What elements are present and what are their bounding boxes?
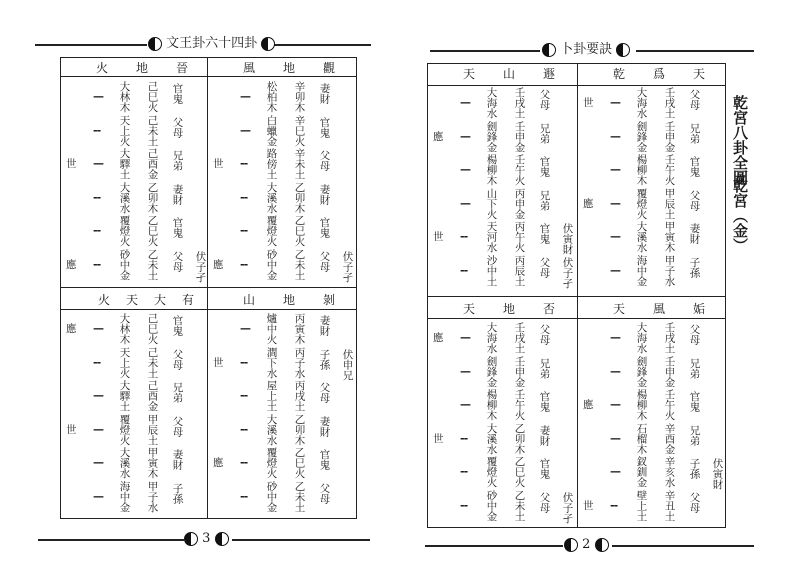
relation-label: 子孫 [318, 348, 331, 370]
yao-line: — [240, 123, 250, 137]
nayin-element: 大溪水 [485, 422, 498, 454]
yin-yang-icon [261, 37, 275, 51]
relation-label: 父母 [318, 482, 331, 504]
branch-element: 壬申金 [513, 120, 526, 152]
branch-element: 乙卯木 [146, 181, 159, 213]
nayin-element: 大海水 [635, 322, 648, 354]
nayin-element: 大林木 [118, 81, 131, 113]
branch-element: 乙未土 [146, 248, 159, 280]
left-header-underline-top [60, 76, 357, 77]
yao-line: — [93, 322, 103, 335]
relation-label: 父母 [171, 250, 184, 272]
relation-label: 妻財 [171, 449, 184, 470]
right-header-rule-left [430, 50, 540, 52]
branch-element: 乙巳火 [513, 456, 526, 488]
relation-label: 官鬼 [318, 217, 331, 238]
branch-element: 丙辰土 [513, 254, 526, 286]
nayin-element: 海中金 [118, 480, 131, 512]
yao-line: — [93, 489, 103, 503]
branch-element: 甲子水 [146, 480, 159, 512]
relation-label: 妻財 [318, 183, 331, 205]
nayin-element: 沙中土 [485, 254, 498, 286]
shi-ying-marker: 世 [433, 231, 444, 243]
yao-line: -- [460, 263, 468, 277]
yin-yang-icon [148, 37, 162, 51]
yao-line: -- [240, 489, 248, 503]
yao-line: -- [93, 355, 101, 369]
shi-ying-marker: 世 [213, 158, 224, 170]
branch-element: 壬午火 [663, 389, 676, 421]
yao-line: -- [460, 431, 468, 445]
shi-ying-marker: 應 [433, 332, 444, 344]
branch-element: 壬午火 [663, 154, 676, 186]
yao-line: — [610, 163, 620, 176]
left-table-vertical-divider [207, 57, 208, 519]
nayin-element: 澗下水 [265, 346, 278, 378]
yao-line: — [93, 157, 103, 170]
branch-element: 丙戌土 [293, 380, 306, 412]
hexagram-name-char: 山 [503, 67, 516, 81]
yao-line: -- [460, 465, 468, 478]
yao-line: -- [610, 498, 618, 512]
relation-label: 父母 [538, 89, 551, 110]
relation-label: 妻財 [318, 315, 331, 336]
yao-line: — [610, 129, 620, 143]
yao-line: — [240, 90, 250, 103]
left-page-footer [184, 531, 229, 547]
yao-line: — [610, 263, 620, 277]
branch-element: 辛丑土 [663, 489, 676, 521]
nayin-element: 松柏木 [265, 81, 278, 113]
relation-label: 父母 [318, 250, 331, 272]
nayin-element: 天上火 [118, 114, 131, 146]
relation-label: 兄弟 [688, 122, 701, 144]
nayin-element: 大溪水 [265, 181, 278, 213]
relation-label: 父母 [688, 89, 701, 110]
left-header-rule-right [266, 44, 371, 46]
branch-element: 己巳火 [146, 313, 159, 345]
side-title: 乾宮八卦全圖 [731, 95, 749, 185]
yao-line: -- [240, 257, 248, 271]
yao-line: — [93, 422, 103, 436]
shi-ying-marker: 世 [583, 499, 594, 512]
nayin-element: 屋上土 [265, 380, 278, 412]
right-table-middle-divider [427, 296, 726, 297]
right-header-underline-bottom [427, 318, 726, 319]
yin-yang-icon [184, 532, 198, 546]
left-header-rule-left [35, 44, 147, 46]
relation-label: 官鬼 [538, 458, 551, 479]
branch-element: 辛亥水 [663, 456, 676, 488]
yao-line: -- [240, 355, 248, 369]
left-hexagram-table [60, 57, 357, 519]
hexagram-name-char: 火 [96, 61, 109, 75]
yao-line: — [93, 90, 103, 103]
relation-label: 官鬼 [688, 391, 701, 412]
yao-line: -- [240, 190, 248, 204]
nayin-element: 劍鋒金 [635, 355, 648, 387]
relation-label: 兄弟 [688, 424, 701, 446]
page-number: 3 [202, 531, 211, 546]
relation-label: 兄弟 [171, 150, 184, 171]
hexagram-name-char: 晉 [176, 61, 189, 75]
yao-line: -- [460, 230, 468, 243]
yao-line: — [610, 96, 620, 109]
yin-yang-icon [542, 43, 556, 57]
hidden-note: 伏寅財 [711, 458, 724, 490]
relation-label: 妻財 [171, 183, 184, 205]
yao-line: -- [460, 498, 468, 512]
yao-line: — [610, 431, 620, 445]
branch-element: 甲子水 [663, 254, 676, 286]
nayin-element: 大溪水 [118, 447, 131, 479]
nayin-element: 大海水 [635, 87, 648, 119]
nayin-element: 砂中金 [265, 248, 278, 280]
nayin-element: 大林木 [118, 313, 131, 345]
nayin-element: 天河水 [485, 221, 498, 253]
page-number: 2 [582, 537, 591, 552]
branch-element: 辛未土 [293, 148, 306, 180]
hexagram-name-char: 地 [136, 61, 149, 75]
relation-label: 妻財 [538, 424, 551, 446]
branch-element: 乙未土 [513, 489, 526, 521]
branch-element: 乙未土 [293, 480, 306, 512]
relation-label: 官鬼 [171, 315, 184, 336]
branch-element: 甲辰土 [663, 187, 676, 219]
hidden-note: 伏子孑 [561, 256, 574, 288]
shi-ying-marker: 應 [213, 258, 224, 271]
shi-ying-marker: 世 [433, 432, 444, 445]
nayin-element: 大溪水 [265, 413, 278, 445]
nayin-element: 壁上土 [635, 489, 648, 521]
shi-ying-marker: 世 [213, 356, 224, 369]
nayin-element: 白蠟金 [265, 114, 278, 146]
hexagram-name-char: 否 [543, 302, 556, 316]
side-subtitle: 乾宮（金） [731, 178, 749, 253]
right-header-underline-top [427, 85, 726, 86]
relation-label: 官鬼 [318, 116, 331, 138]
branch-element: 辛巳火 [293, 114, 306, 146]
branch-element: 壬申金 [663, 355, 676, 387]
hexagram-name-char: 觀 [323, 61, 336, 75]
relation-label: 子孫 [688, 458, 701, 479]
yin-yang-icon [215, 532, 229, 546]
yao-line: -- [240, 389, 248, 402]
hidden-note: 伏子孑 [341, 250, 354, 282]
nayin-element: 劍鋒金 [485, 120, 498, 152]
shi-ying-marker: 應 [433, 130, 444, 143]
shi-ying-marker: 應 [213, 457, 224, 469]
shi-ying-marker: 應 [583, 197, 594, 210]
yao-line: -- [240, 456, 248, 469]
hidden-note: 伏子孑 [194, 250, 207, 282]
shi-ying-marker: 應 [583, 399, 594, 411]
relation-label: 子孫 [688, 256, 701, 278]
branch-element: 甲寅木 [663, 221, 676, 253]
yin-yang-icon [616, 43, 630, 57]
branch-element: 乙未土 [293, 248, 306, 280]
yao-line: -- [93, 190, 101, 204]
shi-ying-marker: 世 [66, 158, 77, 170]
relation-label: 兄弟 [538, 357, 551, 379]
yao-line: — [93, 389, 103, 402]
nayin-element: 楊柳木 [485, 389, 498, 421]
yao-line: — [460, 129, 470, 143]
relation-label: 兄弟 [688, 357, 701, 379]
hidden-note: 伏子孑 [561, 491, 574, 523]
relation-label: 官鬼 [318, 449, 331, 470]
branch-element: 丙子水 [293, 346, 306, 378]
branch-element: 壬申金 [513, 355, 526, 387]
left-page-title [148, 36, 275, 52]
hexagram-name-char: 地 [283, 293, 296, 307]
relation-label: 父母 [688, 491, 701, 513]
relation-label: 父母 [171, 116, 184, 138]
branch-element: 辛卯木 [293, 81, 306, 113]
right-header-rule-right [636, 50, 754, 52]
branch-element: 己未土 [146, 346, 159, 378]
yao-line: — [460, 331, 470, 344]
yin-yang-icon [595, 538, 609, 552]
hexagram-name-char: 地 [503, 302, 516, 316]
branch-element: 壬申金 [663, 120, 676, 152]
nayin-element: 覆燈火 [118, 413, 131, 445]
relation-label: 父母 [538, 256, 551, 278]
nayin-element: 路傍土 [265, 148, 278, 180]
branch-element: 丙寅木 [293, 313, 306, 345]
nayin-element: 大驛土 [118, 148, 131, 180]
hexagram-name-char: 天 [693, 67, 706, 81]
relation-label: 父母 [171, 348, 184, 370]
yao-line: — [93, 456, 103, 469]
nayin-element: 砂中金 [485, 489, 498, 521]
nayin-element: 山下火 [485, 187, 498, 219]
relation-label: 父母 [318, 382, 331, 403]
relation-label: 官鬼 [171, 217, 184, 238]
yao-line: — [610, 398, 620, 411]
yao-line: -- [93, 123, 101, 137]
relation-label: 妻財 [688, 223, 701, 244]
nayin-element: 釵釧金 [635, 456, 648, 488]
branch-element: 壬午火 [513, 154, 526, 186]
relation-label: 兄弟 [538, 189, 551, 211]
hexagram-name-char: 火 [98, 293, 111, 307]
yao-line: -- [240, 224, 248, 237]
hexagram-name-char: 天 [463, 67, 476, 81]
relation-label: 官鬼 [538, 391, 551, 412]
hidden-note: 伏申兄 [341, 348, 354, 380]
hexagram-name-char: 剝 [323, 293, 336, 307]
hexagram-name-char: 天 [463, 302, 476, 316]
relation-label: 妻財 [318, 415, 331, 437]
branch-element: 辛酉金 [663, 422, 676, 454]
yao-line: — [460, 398, 470, 411]
yao-line: — [460, 364, 470, 378]
hexagram-name-char: 天 [126, 293, 139, 307]
branch-element: 乙卯木 [293, 413, 306, 445]
yao-line: -- [93, 224, 101, 237]
nayin-element: 砂中金 [118, 248, 131, 280]
branch-element: 甲辰土 [146, 413, 159, 445]
relation-label: 兄弟 [538, 122, 551, 144]
hexagram-name-char: 爲 [653, 67, 666, 81]
relation-label: 官鬼 [538, 223, 551, 244]
yao-line: — [610, 364, 620, 378]
left-footer-rule-left [38, 539, 184, 541]
right-footer-rule-right [612, 545, 754, 547]
yin-yang-icon [564, 538, 578, 552]
yao-line: — [610, 230, 620, 243]
nayin-element: 覆燈火 [635, 187, 648, 219]
nayin-element: 大驛土 [118, 380, 131, 412]
hexagram-name-char: 有 [182, 293, 195, 307]
branch-element: 己酉金 [146, 380, 159, 412]
relation-label: 父母 [171, 415, 184, 437]
hexagram-name-char: 風 [653, 302, 666, 316]
relation-label: 官鬼 [171, 83, 184, 104]
nayin-element: 覆燈火 [485, 456, 498, 488]
hexagram-name-char: 大 [154, 293, 167, 307]
left-table-middle-divider [60, 287, 357, 288]
relation-label: 父母 [688, 189, 701, 211]
yao-line: -- [240, 157, 248, 170]
branch-element: 丙申金 [513, 187, 526, 219]
relation-label: 兄弟 [171, 382, 184, 403]
branch-element: 壬戌土 [513, 322, 526, 354]
nayin-element: 楊柳木 [485, 154, 498, 186]
left-footer-rule-right [232, 539, 370, 541]
nayin-element: 大海水 [485, 322, 498, 354]
relation-label: 妻財 [318, 83, 331, 104]
yao-line: — [240, 322, 250, 335]
branch-element: 壬戌土 [663, 87, 676, 119]
yao-line: — [610, 465, 620, 478]
branch-element: 己巳火 [146, 81, 159, 113]
branch-element: 壬戌土 [513, 87, 526, 119]
nayin-element: 楊柳木 [635, 154, 648, 186]
branch-element: 乙巳火 [146, 215, 159, 247]
nayin-element: 大溪水 [118, 181, 131, 213]
nayin-element: 爐中火 [265, 313, 278, 345]
nayin-element: 楊柳木 [635, 389, 648, 421]
branch-element: 乙巳火 [293, 447, 306, 479]
right-page-footer [564, 537, 609, 553]
nayin-element: 覆燈火 [265, 447, 278, 479]
branch-element: 壬午火 [513, 389, 526, 421]
hexagram-name-char: 乾 [613, 67, 626, 81]
branch-element: 乙巳火 [293, 215, 306, 247]
nayin-element: 覆燈火 [265, 215, 278, 247]
branch-element: 己酉金 [146, 148, 159, 180]
nayin-element: 砂中金 [265, 480, 278, 512]
yao-line: -- [93, 257, 101, 271]
hexagram-name-char: 遯 [543, 67, 556, 81]
hidden-note: 伏寅財 [561, 223, 574, 255]
branch-element: 乙卯木 [293, 181, 306, 213]
left-header-underline-bottom [60, 309, 357, 310]
hexagram-name-char: 風 [243, 61, 256, 75]
hexagram-name-char: 山 [243, 293, 256, 307]
nayin-element: 海中金 [635, 254, 648, 286]
nayin-element: 覆燈火 [118, 215, 131, 247]
relation-label: 子孫 [171, 482, 184, 504]
yao-line: — [610, 331, 620, 344]
nayin-element: 天上火 [118, 346, 131, 378]
shi-ying-marker: 世 [66, 423, 77, 436]
yao-line: — [610, 196, 620, 210]
hexagram-name-char: 地 [283, 61, 296, 75]
nayin-element: 石榴木 [635, 422, 648, 454]
branch-element: 丙午火 [513, 221, 526, 253]
relation-label: 父母 [538, 491, 551, 513]
left-title-text: 文王卦六十四卦 [166, 36, 258, 51]
relation-label: 父母 [538, 324, 551, 345]
nayin-element: 大海水 [485, 87, 498, 119]
shi-ying-marker: 應 [66, 258, 77, 271]
relation-label: 父母 [318, 150, 331, 171]
relation-label: 官鬼 [688, 156, 701, 177]
shi-ying-marker: 世 [583, 97, 594, 109]
yao-line: — [460, 163, 470, 176]
nayin-element: 大溪水 [635, 221, 648, 253]
yao-line: -- [240, 422, 248, 436]
shi-ying-marker: 應 [66, 323, 77, 335]
yao-line: — [460, 96, 470, 109]
right-page-title [542, 42, 630, 58]
nayin-element: 劍鋒金 [485, 355, 498, 387]
relation-label: 官鬼 [538, 156, 551, 177]
branch-element: 己未土 [146, 114, 159, 146]
relation-label: 父母 [688, 324, 701, 345]
branch-element: 壬戌土 [663, 322, 676, 354]
hexagram-name-char: 姤 [693, 302, 706, 316]
yao-line: — [460, 196, 470, 210]
nayin-element: 劍鋒金 [635, 120, 648, 152]
branch-element: 甲寅木 [146, 447, 159, 479]
branch-element: 乙卯木 [513, 422, 526, 454]
right-title-text: 卜卦要訣 [560, 42, 613, 57]
hexagram-name-char: 天 [613, 302, 626, 316]
right-footer-rule-left [425, 545, 563, 547]
